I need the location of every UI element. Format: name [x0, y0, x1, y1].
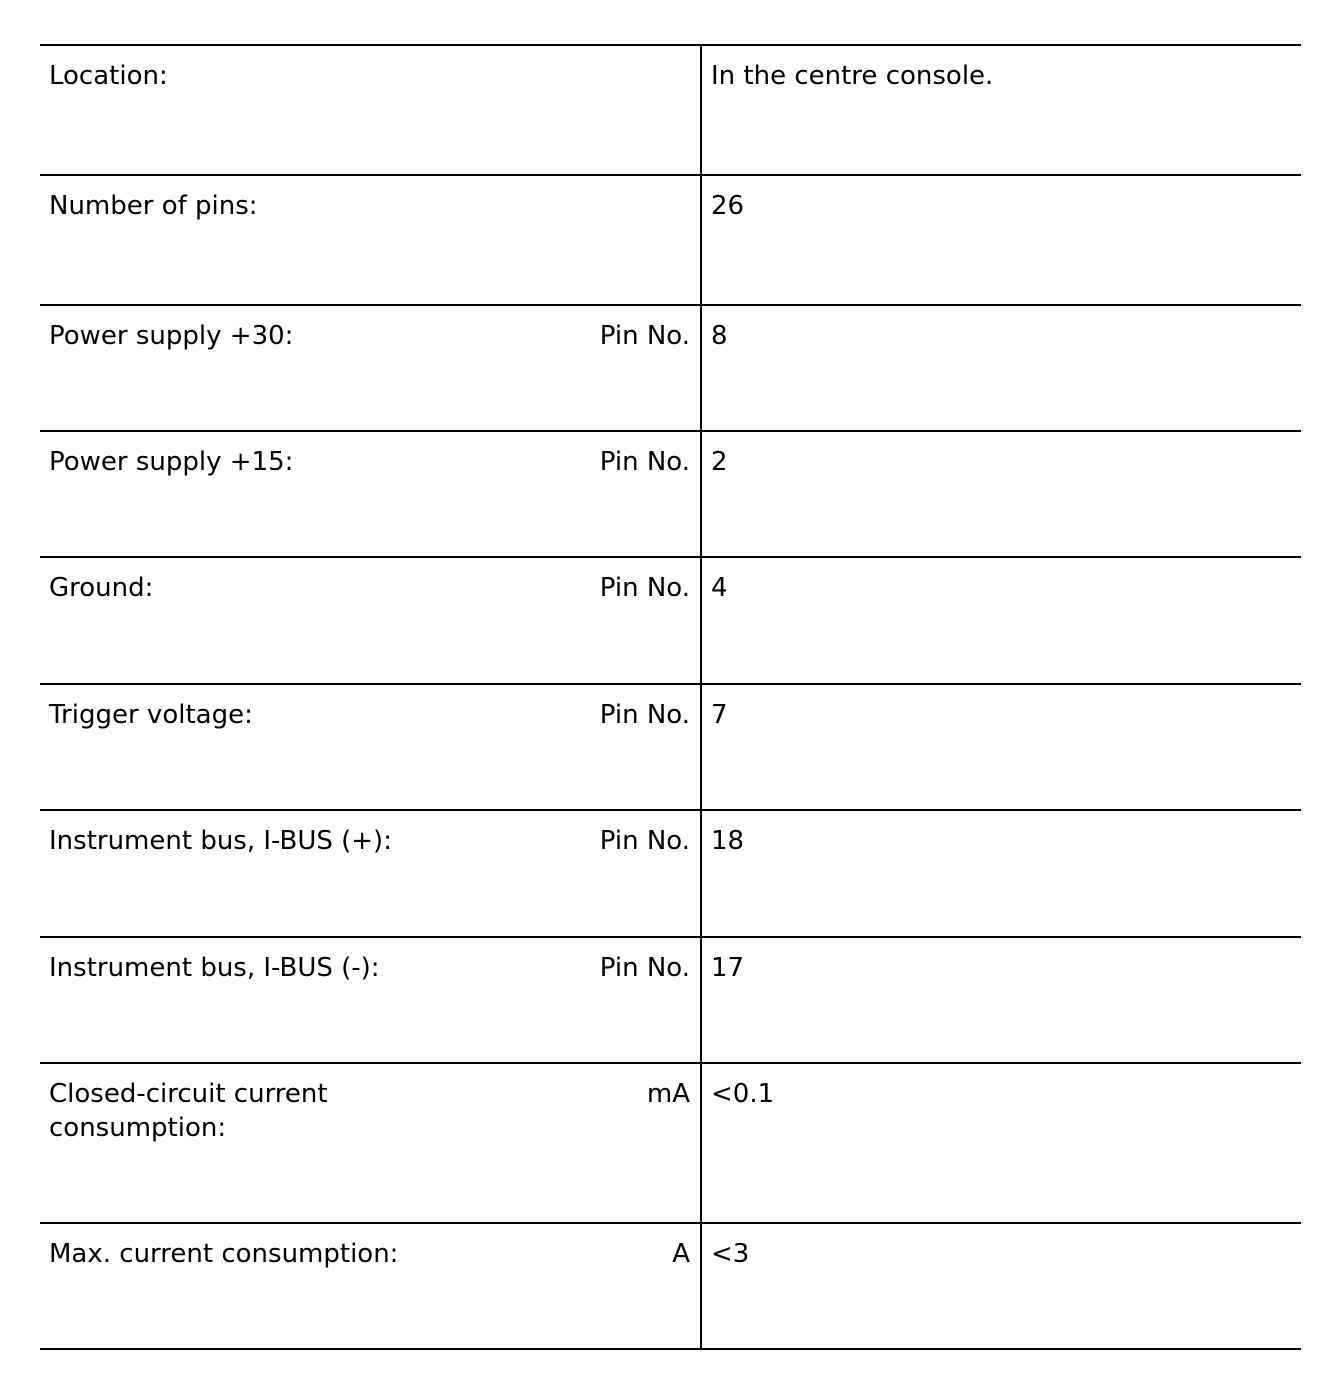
table-row	[40, 306, 1301, 432]
table-row	[40, 685, 1301, 811]
label-cell	[40, 46, 702, 174]
row-unit: Pin No.	[599, 826, 690, 856]
label-cell	[40, 1064, 702, 1222]
row-unit: Pin No.	[599, 953, 690, 983]
table-row	[40, 558, 1301, 685]
label-cell	[40, 685, 702, 809]
table-row	[40, 1064, 1301, 1224]
label-cell	[40, 432, 702, 556]
label-cell	[40, 176, 702, 304]
table-row	[40, 1224, 1301, 1350]
row-label: Location:	[49, 61, 168, 91]
label-cell	[40, 558, 702, 683]
row-label: Closed-circuit current consumption:	[49, 1079, 328, 1143]
row-value: 18	[711, 826, 745, 856]
row-value: 26	[711, 191, 745, 221]
label-cell	[40, 306, 702, 430]
row-unit: mA	[646, 1079, 690, 1109]
row-label: Ground:	[49, 573, 154, 603]
row-label: Power supply +15:	[49, 447, 294, 477]
label-cell	[40, 938, 702, 1062]
row-label: Number of pins:	[49, 191, 258, 221]
row-unit: Pin No.	[599, 447, 690, 477]
table-row	[40, 938, 1301, 1064]
row-label: Instrument bus, I-BUS (-):	[49, 953, 380, 983]
row-value: In the centre console.	[711, 61, 994, 91]
row-unit: Pin No.	[599, 573, 690, 603]
row-label: Max. current consumption:	[49, 1239, 399, 1269]
row-value: 8	[711, 321, 728, 351]
table-row	[40, 176, 1301, 306]
row-value: <0.1	[711, 1079, 775, 1109]
row-label: Power supply +30:	[49, 321, 294, 351]
spec-table	[40, 44, 1301, 1350]
table-row	[40, 811, 1301, 938]
label-cell	[40, 1224, 702, 1348]
row-unit: Pin No.	[599, 321, 690, 351]
row-label: Instrument bus, I-BUS (+):	[49, 826, 392, 856]
table-row	[40, 432, 1301, 558]
row-unit: Pin No.	[599, 700, 690, 730]
row-unit: A	[672, 1239, 690, 1269]
row-value: <3	[711, 1239, 750, 1269]
row-value: 7	[711, 700, 728, 730]
row-value: 4	[711, 573, 728, 603]
row-value: 2	[711, 447, 728, 477]
label-cell	[40, 811, 702, 936]
table-row	[40, 46, 1301, 176]
row-value: 17	[711, 953, 745, 983]
row-label: Trigger voltage:	[49, 700, 253, 730]
